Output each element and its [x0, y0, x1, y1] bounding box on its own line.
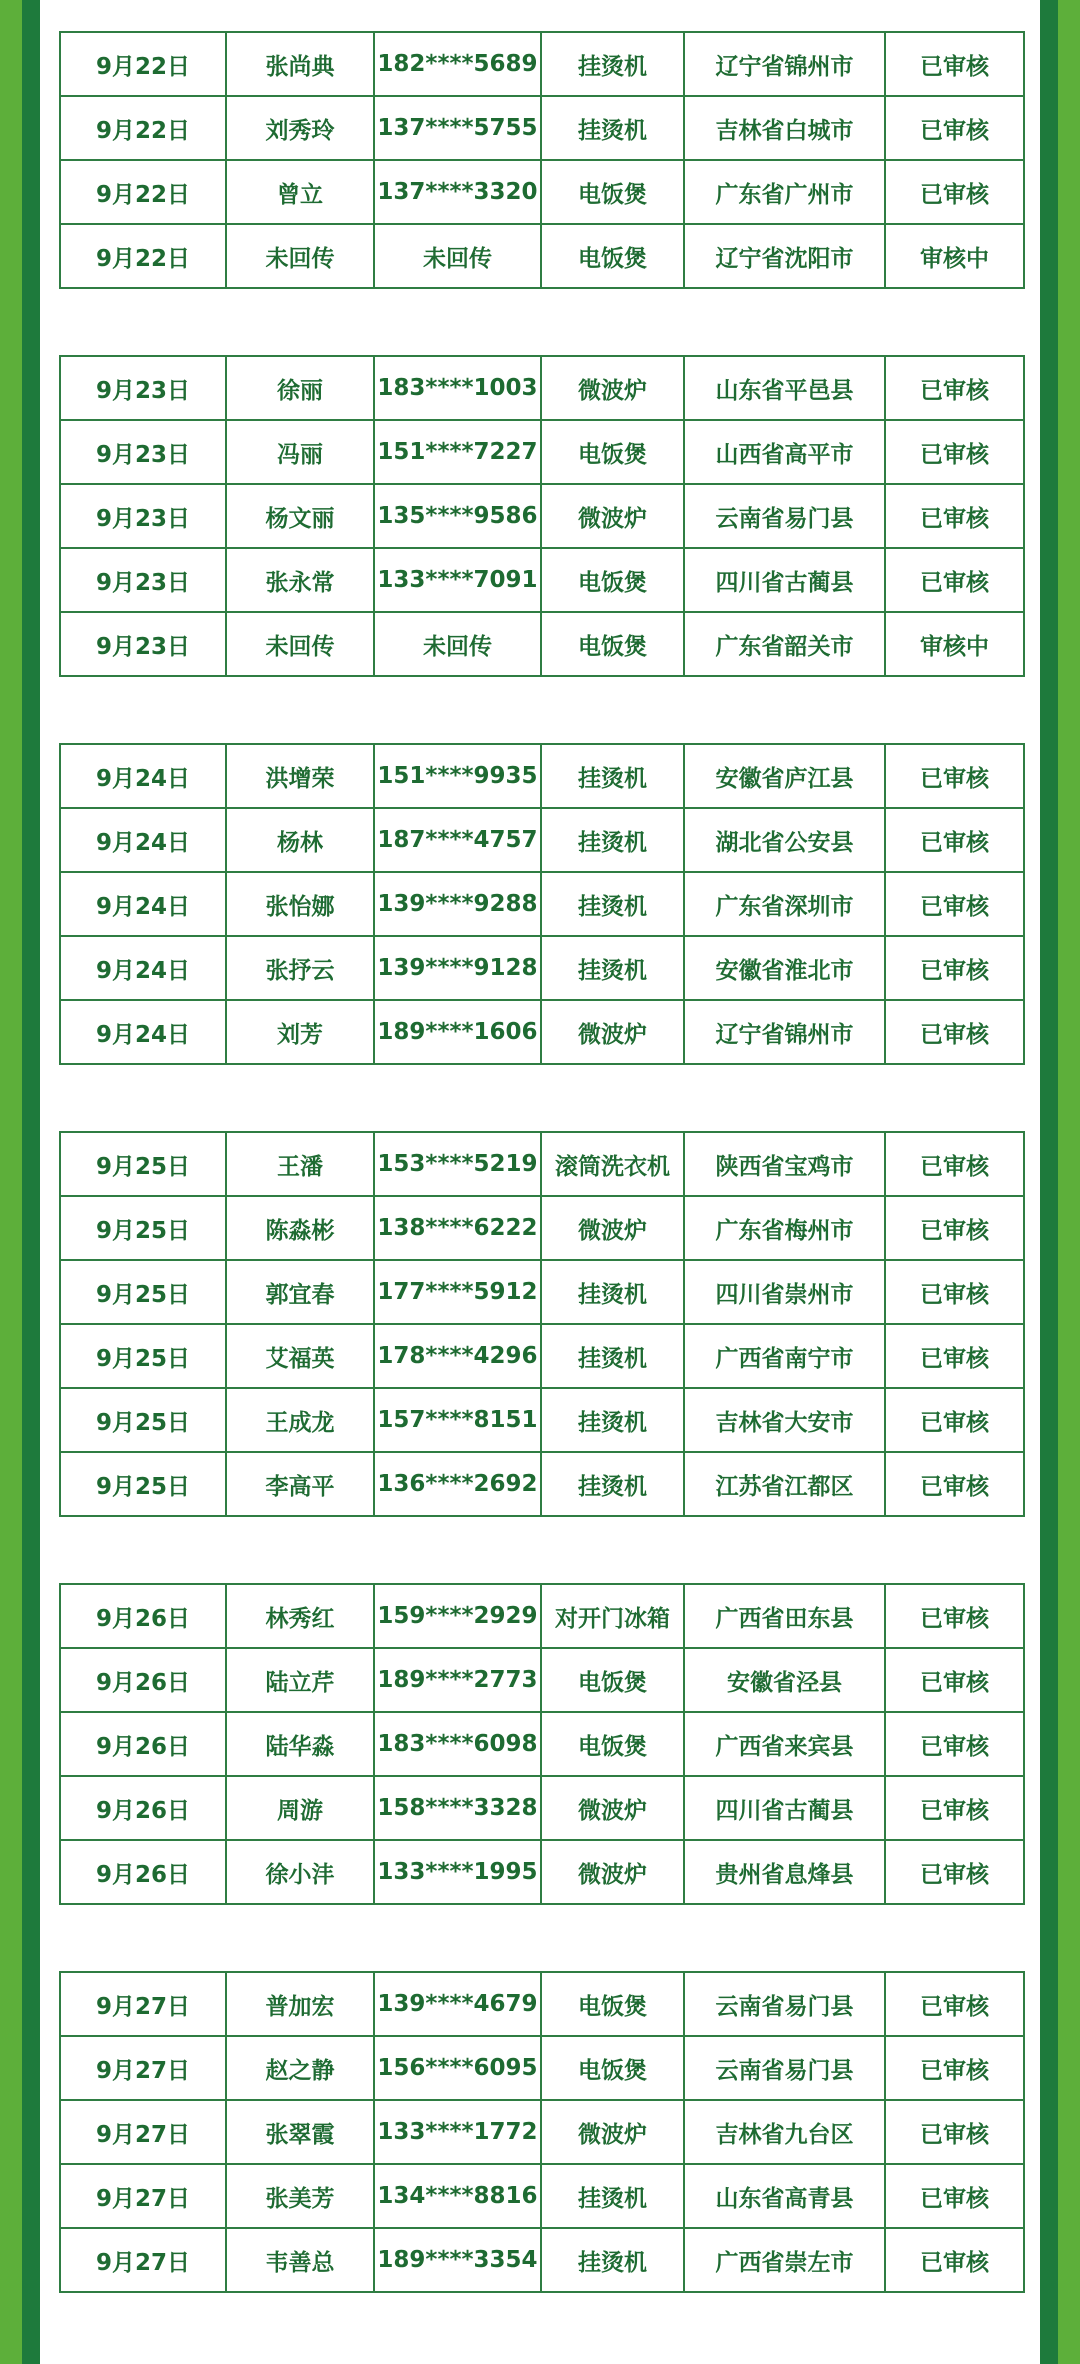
phone-cell: 138****6222	[374, 1196, 541, 1260]
phone-cell: 139****9128	[374, 936, 541, 1000]
name-cell: 张翠霞	[226, 2100, 374, 2164]
location-cell: 广西省崇左市	[684, 2228, 885, 2292]
status-cell: 已审核	[885, 2164, 1024, 2228]
product-cell: 电饭煲	[541, 1972, 684, 2036]
date-cell: 9月24日	[60, 1000, 226, 1064]
name-cell: 周游	[226, 1776, 374, 1840]
status-cell: 已审核	[885, 484, 1024, 548]
date-cell: 9月25日	[60, 1196, 226, 1260]
product-cell: 电饭煲	[541, 420, 684, 484]
product-cell: 挂烫机	[541, 32, 684, 96]
table-row	[60, 1776, 1024, 1840]
date-cell: 9月25日	[60, 1132, 226, 1196]
product-cell: 电饭煲	[541, 2036, 684, 2100]
table-row	[60, 420, 1024, 484]
location-cell: 辽宁省锦州市	[684, 32, 885, 96]
date-cell: 9月26日	[60, 1840, 226, 1904]
phone-cell: 133****7091	[374, 548, 541, 612]
phone-cell: 178****4296	[374, 1324, 541, 1388]
date-cell: 9月23日	[60, 484, 226, 548]
product-cell: 微波炉	[541, 1000, 684, 1064]
table-row	[60, 160, 1024, 224]
product-cell: 挂烫机	[541, 1452, 684, 1516]
record-table	[59, 355, 1025, 677]
location-cell: 广东省深圳市	[684, 872, 885, 936]
location-cell: 安徽省泾县	[684, 1648, 885, 1712]
phone-cell: 未回传	[374, 224, 541, 288]
name-cell: 杨林	[226, 808, 374, 872]
table-row	[60, 1132, 1024, 1196]
product-cell: 挂烫机	[541, 2228, 684, 2292]
location-cell: 广西省来宾县	[684, 1712, 885, 1776]
table-row	[60, 32, 1024, 96]
product-cell: 微波炉	[541, 1196, 684, 1260]
table-row	[60, 1196, 1024, 1260]
status-cell: 已审核	[885, 1000, 1024, 1064]
status-cell: 已审核	[885, 1648, 1024, 1712]
phone-cell: 133****1995	[374, 1840, 541, 1904]
product-cell: 微波炉	[541, 484, 684, 548]
location-cell: 云南省易门县	[684, 484, 885, 548]
date-cell: 9月24日	[60, 808, 226, 872]
record-table	[59, 31, 1025, 289]
status-cell: 审核中	[885, 612, 1024, 676]
location-cell: 陕西省宝鸡市	[684, 1132, 885, 1196]
name-cell: 张尚典	[226, 32, 374, 96]
product-cell: 电饭煲	[541, 548, 684, 612]
name-cell: 普加宏	[226, 1972, 374, 2036]
table-row	[60, 224, 1024, 288]
table-row	[60, 1000, 1024, 1064]
location-cell: 广西省田东县	[684, 1584, 885, 1648]
name-cell: 徐丽	[226, 356, 374, 420]
date-cell: 9月27日	[60, 1972, 226, 2036]
table-row	[60, 936, 1024, 1000]
table-row	[60, 1648, 1024, 1712]
date-cell: 9月23日	[60, 356, 226, 420]
table-row	[60, 1712, 1024, 1776]
product-cell: 微波炉	[541, 2100, 684, 2164]
location-cell: 四川省古蔺县	[684, 548, 885, 612]
product-cell: 滚筒洗衣机	[541, 1132, 684, 1196]
name-cell: 张抒云	[226, 936, 374, 1000]
product-cell: 挂烫机	[541, 1388, 684, 1452]
date-cell: 9月26日	[60, 1584, 226, 1648]
product-cell: 挂烫机	[541, 808, 684, 872]
table-row	[60, 2164, 1024, 2228]
phone-cell: 151****9935	[374, 744, 541, 808]
left-border-stripe	[0, 0, 40, 2364]
name-cell: 韦善总	[226, 2228, 374, 2292]
name-cell: 未回传	[226, 224, 374, 288]
name-cell: 刘芳	[226, 1000, 374, 1064]
date-cell: 9月26日	[60, 1776, 226, 1840]
record-table	[59, 743, 1025, 1065]
phone-cell: 189****2773	[374, 1648, 541, 1712]
status-cell: 已审核	[885, 1452, 1024, 1516]
location-cell: 安徽省淮北市	[684, 936, 885, 1000]
phone-cell: 133****1772	[374, 2100, 541, 2164]
phone-cell: 139****9288	[374, 872, 541, 936]
status-cell: 已审核	[885, 2228, 1024, 2292]
table-row	[60, 1388, 1024, 1452]
date-cell: 9月27日	[60, 2036, 226, 2100]
status-cell: 已审核	[885, 1324, 1024, 1388]
date-cell: 9月25日	[60, 1260, 226, 1324]
product-cell: 挂烫机	[541, 744, 684, 808]
record-table	[59, 1971, 1025, 2293]
location-cell: 广东省韶关市	[684, 612, 885, 676]
location-cell: 广东省广州市	[684, 160, 885, 224]
location-cell: 辽宁省沈阳市	[684, 224, 885, 288]
record-table	[59, 1131, 1025, 1517]
phone-cell: 134****8816	[374, 2164, 541, 2228]
location-cell: 山东省平邑县	[684, 356, 885, 420]
name-cell: 张永常	[226, 548, 374, 612]
phone-cell: 157****8151	[374, 1388, 541, 1452]
name-cell: 陆华淼	[226, 1712, 374, 1776]
date-cell: 9月25日	[60, 1324, 226, 1388]
status-cell: 已审核	[885, 1840, 1024, 1904]
phone-cell: 189****1606	[374, 1000, 541, 1064]
phone-cell: 139****4679	[374, 1972, 541, 2036]
phone-cell: 159****2929	[374, 1584, 541, 1648]
location-cell: 四川省古蔺县	[684, 1776, 885, 1840]
table-row	[60, 1324, 1024, 1388]
status-cell: 审核中	[885, 224, 1024, 288]
status-cell: 已审核	[885, 1972, 1024, 2036]
name-cell: 曾立	[226, 160, 374, 224]
product-cell: 电饭煲	[541, 612, 684, 676]
status-cell: 已审核	[885, 872, 1024, 936]
status-cell: 已审核	[885, 1776, 1024, 1840]
product-cell: 电饭煲	[541, 224, 684, 288]
product-cell: 挂烫机	[541, 1324, 684, 1388]
product-cell: 挂烫机	[541, 872, 684, 936]
status-cell: 已审核	[885, 420, 1024, 484]
status-cell: 已审核	[885, 2100, 1024, 2164]
status-cell: 已审核	[885, 160, 1024, 224]
date-cell: 9月22日	[60, 32, 226, 96]
name-cell: 王潘	[226, 1132, 374, 1196]
record-table	[59, 1583, 1025, 1905]
location-cell: 吉林省白城市	[684, 96, 885, 160]
location-cell: 江苏省江都区	[684, 1452, 885, 1516]
table-row	[60, 484, 1024, 548]
status-cell: 已审核	[885, 1712, 1024, 1776]
date-cell: 9月24日	[60, 744, 226, 808]
table-row	[60, 548, 1024, 612]
phone-cell: 153****5219	[374, 1132, 541, 1196]
name-cell: 郭宜春	[226, 1260, 374, 1324]
right-border-stripe	[1040, 0, 1080, 2364]
name-cell: 张美芳	[226, 2164, 374, 2228]
records-list	[59, 31, 1023, 2359]
phone-cell: 135****9586	[374, 484, 541, 548]
phone-cell: 136****2692	[374, 1452, 541, 1516]
date-cell: 9月23日	[60, 548, 226, 612]
status-cell: 已审核	[885, 808, 1024, 872]
location-cell: 山东省高青县	[684, 2164, 885, 2228]
phone-cell: 183****1003	[374, 356, 541, 420]
status-cell: 已审核	[885, 2036, 1024, 2100]
phone-cell: 182****5689	[374, 32, 541, 96]
phone-cell: 未回传	[374, 612, 541, 676]
date-cell: 9月24日	[60, 936, 226, 1000]
location-cell: 吉林省九台区	[684, 2100, 885, 2164]
date-cell: 9月26日	[60, 1712, 226, 1776]
table-row	[60, 96, 1024, 160]
phone-cell: 183****6098	[374, 1712, 541, 1776]
location-cell: 湖北省公安县	[684, 808, 885, 872]
location-cell: 吉林省大安市	[684, 1388, 885, 1452]
name-cell: 赵之静	[226, 2036, 374, 2100]
phone-cell: 187****4757	[374, 808, 541, 872]
table-row	[60, 1840, 1024, 1904]
date-cell: 9月27日	[60, 2100, 226, 2164]
name-cell: 冯丽	[226, 420, 374, 484]
location-cell: 云南省易门县	[684, 2036, 885, 2100]
table-row	[60, 356, 1024, 420]
table-row	[60, 1972, 1024, 2036]
table-row	[60, 808, 1024, 872]
product-cell: 挂烫机	[541, 936, 684, 1000]
date-cell: 9月24日	[60, 872, 226, 936]
table-row	[60, 2036, 1024, 2100]
table-row	[60, 1584, 1024, 1648]
table-row	[60, 872, 1024, 936]
product-cell: 微波炉	[541, 1776, 684, 1840]
date-cell: 9月26日	[60, 1648, 226, 1712]
product-cell: 对开门冰箱	[541, 1584, 684, 1648]
phone-cell: 137****5755	[374, 96, 541, 160]
name-cell: 未回传	[226, 612, 374, 676]
location-cell: 四川省崇州市	[684, 1260, 885, 1324]
name-cell: 艾福英	[226, 1324, 374, 1388]
name-cell: 刘秀玲	[226, 96, 374, 160]
table-row	[60, 2228, 1024, 2292]
date-cell: 9月22日	[60, 160, 226, 224]
name-cell: 徐小沣	[226, 1840, 374, 1904]
product-cell: 微波炉	[541, 356, 684, 420]
name-cell: 洪增荣	[226, 744, 374, 808]
table-row	[60, 1260, 1024, 1324]
status-cell: 已审核	[885, 96, 1024, 160]
table-row	[60, 2100, 1024, 2164]
name-cell: 林秀红	[226, 1584, 374, 1648]
date-cell: 9月23日	[60, 420, 226, 484]
product-cell: 挂烫机	[541, 1260, 684, 1324]
location-cell: 辽宁省锦州市	[684, 1000, 885, 1064]
table-row	[60, 1452, 1024, 1516]
product-cell: 电饭煲	[541, 1712, 684, 1776]
date-cell: 9月27日	[60, 2164, 226, 2228]
product-cell: 电饭煲	[541, 1648, 684, 1712]
phone-cell: 158****3328	[374, 1776, 541, 1840]
status-cell: 已审核	[885, 548, 1024, 612]
status-cell: 已审核	[885, 936, 1024, 1000]
phone-cell: 151****7227	[374, 420, 541, 484]
date-cell: 9月25日	[60, 1452, 226, 1516]
phone-cell: 137****3320	[374, 160, 541, 224]
table-row	[60, 744, 1024, 808]
table-row	[60, 612, 1024, 676]
phone-cell: 156****6095	[374, 2036, 541, 2100]
status-cell: 已审核	[885, 356, 1024, 420]
date-cell: 9月22日	[60, 224, 226, 288]
status-cell: 已审核	[885, 1584, 1024, 1648]
location-cell: 安徽省庐江县	[684, 744, 885, 808]
date-cell: 9月27日	[60, 2228, 226, 2292]
name-cell: 王成龙	[226, 1388, 374, 1452]
location-cell: 广西省南宁市	[684, 1324, 885, 1388]
name-cell: 陈淼彬	[226, 1196, 374, 1260]
name-cell: 张怡娜	[226, 872, 374, 936]
product-cell: 电饭煲	[541, 160, 684, 224]
phone-cell: 189****3354	[374, 2228, 541, 2292]
location-cell: 贵州省息烽县	[684, 1840, 885, 1904]
status-cell: 已审核	[885, 1196, 1024, 1260]
date-cell: 9月23日	[60, 612, 226, 676]
date-cell: 9月22日	[60, 96, 226, 160]
status-cell: 已审核	[885, 744, 1024, 808]
status-cell: 已审核	[885, 1260, 1024, 1324]
location-cell: 广东省梅州市	[684, 1196, 885, 1260]
phone-cell: 177****5912	[374, 1260, 541, 1324]
product-cell: 挂烫机	[541, 2164, 684, 2228]
name-cell: 陆立芹	[226, 1648, 374, 1712]
location-cell: 云南省易门县	[684, 1972, 885, 2036]
status-cell: 已审核	[885, 32, 1024, 96]
location-cell: 山西省高平市	[684, 420, 885, 484]
product-cell: 挂烫机	[541, 96, 684, 160]
date-cell: 9月25日	[60, 1388, 226, 1452]
name-cell: 李高平	[226, 1452, 374, 1516]
product-cell: 微波炉	[541, 1840, 684, 1904]
status-cell: 已审核	[885, 1388, 1024, 1452]
name-cell: 杨文丽	[226, 484, 374, 548]
status-cell: 已审核	[885, 1132, 1024, 1196]
